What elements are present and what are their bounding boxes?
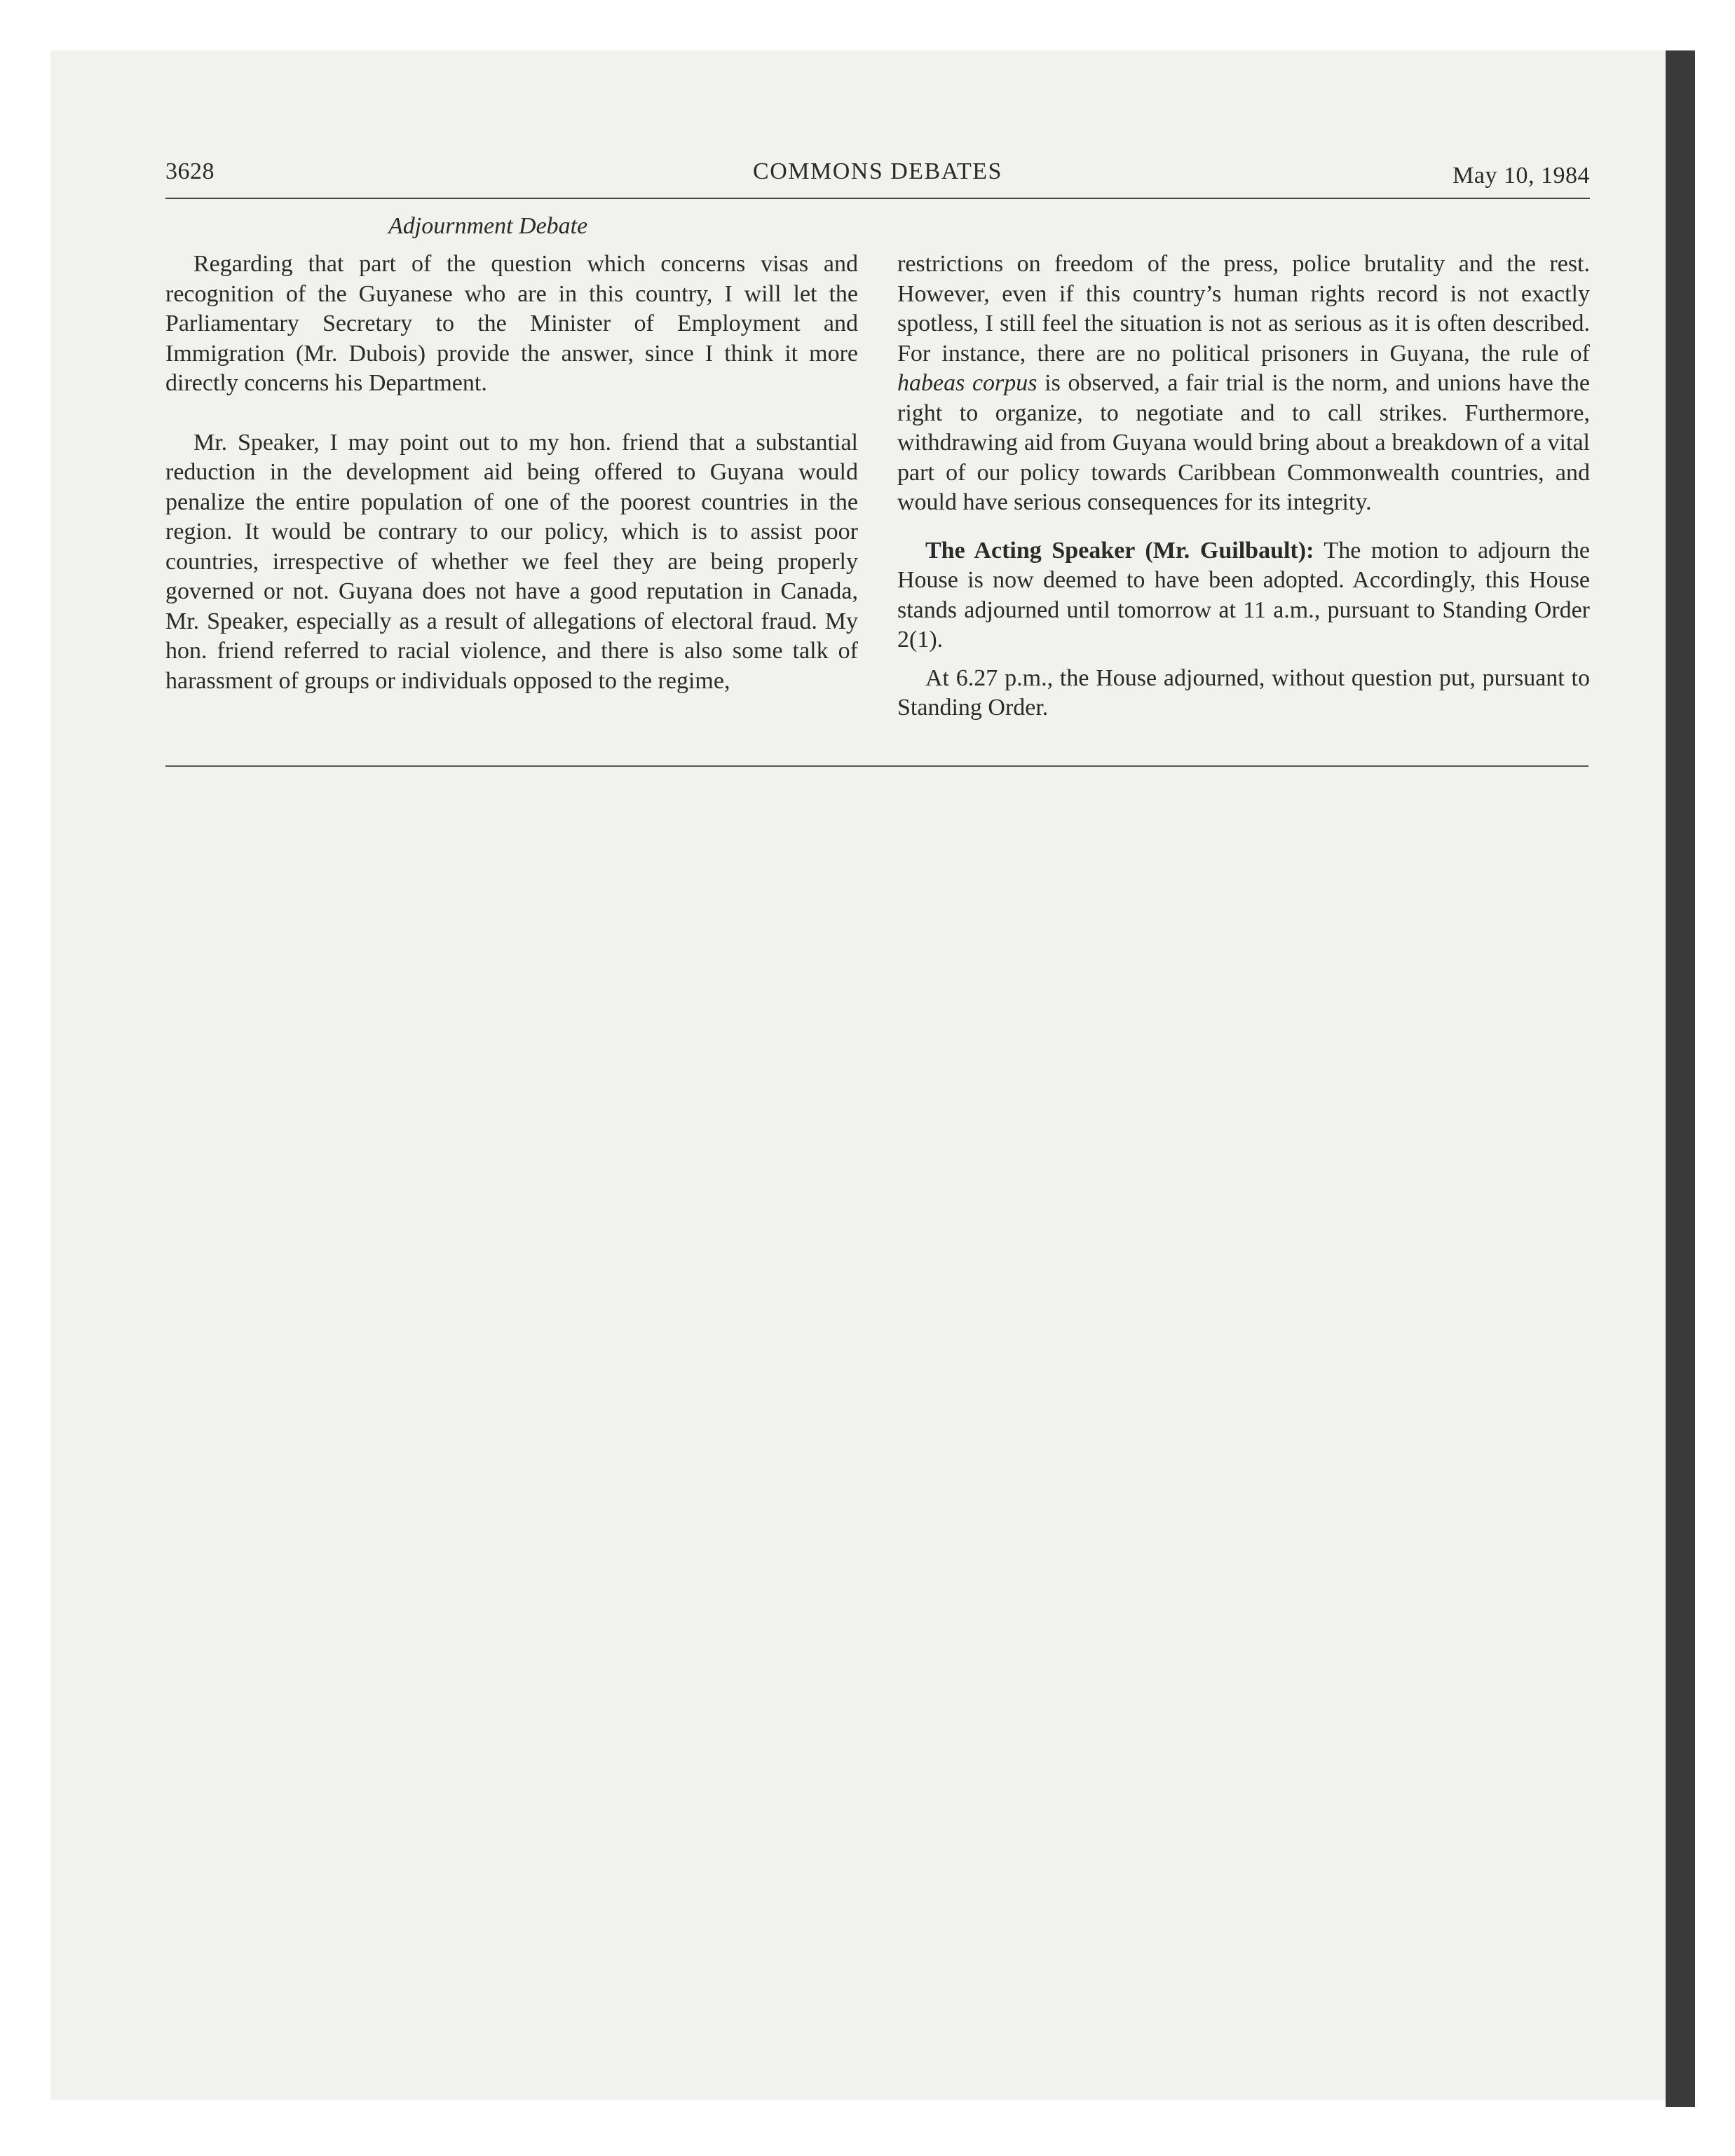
- left-paragraph-2: Mr. Speaker, I may point out to my hon. friend that a substantial reduction in the development aid being offered to Guyana would penalize the entire population of one of the poorest countries in the region. It would be contrary to our policy, which is to assist poor countries, irrespective of whether we feel they are being properly governed or not. Guyana does not have a good reputation in Canada, Mr. Speaker, especially as a result of allegations of electoral fraud. My hon. friend referred to racial violence, and there is also some talk of harassment of groups or individuals opposed to the regime,: [165, 429, 858, 694]
- page-number: 3628: [165, 158, 215, 184]
- text-columns: [165, 250, 1590, 723]
- right-paragraph-2: [897, 536, 1590, 655]
- running-head: [165, 158, 1590, 198]
- binding-edge-shadow: [1666, 50, 1695, 2107]
- right-column: [897, 250, 1590, 723]
- publication-title: COMMONS DEBATES: [753, 158, 1002, 184]
- section-heading: Adjournment Debate: [388, 213, 588, 239]
- left-column: [165, 250, 858, 723]
- sitting-date: May 10, 1984: [1452, 163, 1590, 189]
- latin-term: habeas corpus: [897, 370, 1037, 396]
- speaker-name: The Acting Speaker (Mr. Guilbault):: [925, 537, 1314, 564]
- header-rule: [165, 198, 1590, 199]
- document-page: [165, 158, 1590, 767]
- right-paragraph-1-text-b: is observed, a fair trial is the norm, and unions have the right to organize, to negotiate and to call strikes. Furthermore, withdrawing aid from Guyana would bring about a breakdown of a vital part of our policy towards Caribbean Commonwealth countries, and would have serious consequences for its integrity.: [897, 370, 1590, 515]
- right-paragraph-1-text-a: restrictions on freedom of the press, police brutality and the rest. However, even if this country’s human rights record is not exactly spotless, I still feel the situation is not as serious as it is often described. For instance, there are no political prisoners in Guyana, the rule of: [897, 251, 1590, 367]
- right-paragraph-3: At 6.27 p.m., the House adjourned, without question put, pursuant to Standing Order.: [897, 664, 1590, 721]
- right-paragraph-1: [897, 250, 1590, 518]
- speaker-statement: The motion to adjourn the House is now deemed to have been adopted. Accordingly, this House stands adjourned until tomorrow at 11 a.m., pursuant to Standing Order 2(1).: [897, 537, 1590, 653]
- left-paragraph-1: Regarding that part of the question which concerns visas and recognition of the Guyanese who are in this country, I will let the Parliamentary Secretary to the Minister of Employment and Immigration (Mr. Dubois) provide the answer, since I think it more directly concerns his Department.: [165, 251, 858, 396]
- closing-rule: [165, 765, 1588, 767]
